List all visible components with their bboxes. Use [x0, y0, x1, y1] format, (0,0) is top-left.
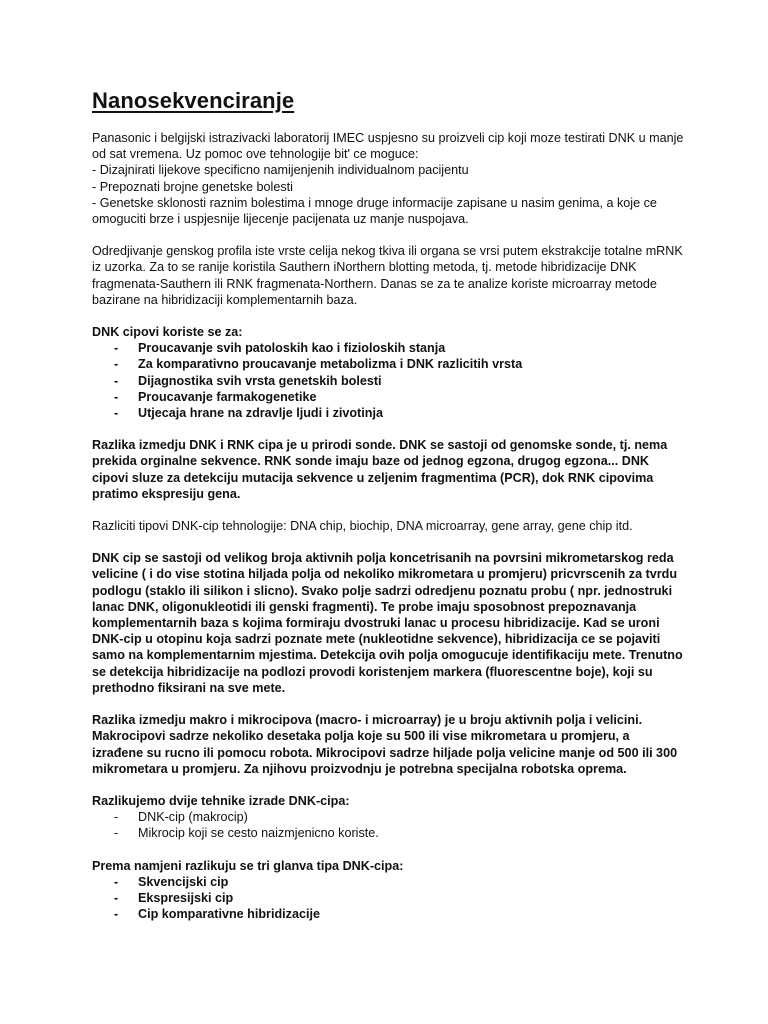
uses-heading: DNK cipovi koriste se za: [92, 325, 243, 340]
intro-line: Panasonic i belgijski istrazivacki laboratorij IMEC uspjesno su proizveli cip koji moze testirati DNK u manje od sat vremena. Uz pomoc ove tehnologije bit' ce moguce: [92, 131, 684, 162]
techniques-list [92, 809, 684, 841]
list-item: - Skvencijski cip [92, 874, 684, 890]
difference-paragraph: Razlika izmedju DNK i RNK cipa je u prirodi sonde. DNK se sastoji od genomske sonde, tj. nema prekida orginalne sekvence. RNK sonde imaju baze od jednog egzona, drugog egzona... DNK cipovi sluze za detekciju mutacija sekvence u zeljenim fragmentima (PCR), dok RNK cipovima pratimo ekspresiju gena. [92, 438, 668, 501]
intro-line: - Genetske sklonosti raznim bolestima i mnoge druge informacije zapisane u nasim genima, a koje ce omoguciti brze i uspjesnije lijecenje pacijenata uz manje nuspojava. [92, 195, 657, 227]
list-item: - Proucavanje farmakogenetike [92, 389, 684, 405]
list-item: - Dijagnostika svih vrsta genetskih bolesti [92, 373, 684, 389]
macro-micro-paragraph: Razlika izmedju makro i mikrocipova (macro- i microarray) je u broju aktivnih polja i velicini. Makrocipovi sadrze nekoliko desetaka polja koje su 500 ili vise mikrometara u promjeru, a izrađene su rucno ili pomocu robota. Mikrocipovi sadrze hiljade polja velicine manje od 500 ili 300 mikrometara u promjeru. Za njihovu proizvodnju je potrebna specijalna robotska oprema. [92, 713, 678, 776]
types-paragraph: Razliciti tipovi DNK-cip tehnologije: DNA chip, biochip, DNA microarray, gene array, gene chip itd. [92, 519, 633, 534]
profile-paragraph: Odredjivanje genskog profila iste vrste celija nekog tkiva ili organa se vrsi putem ekstrakcije totalne mRNK iz uzorka. Za to se ranije koristila Sauthern iNorthern blotting metoda, tj. metode hibridizacije DNK fragmenata-Sauthern ili RNK fragmenata-Northern. Danas se za te analize koriste microarray metode bazirane na hibridizaciji komplementarnih baza. [92, 244, 683, 307]
list-item: - Cip komparativne hibridizacije [92, 906, 684, 922]
list-item: - Za komparativno proucavanje metabolizma i DNK razlicitih vrsta [92, 356, 684, 372]
uses-list [92, 340, 684, 421]
list-item: - Utjecaja hrane na zdravlje ljudi i zivotinja [92, 405, 684, 421]
purpose-heading: Prema namjeni razlikuju se tri glanva tipa DNK-cipa: [92, 858, 404, 873]
intro-line: - Prepoznati brojne genetske bolesti [92, 179, 293, 194]
list-item: - Proucavanje svih patoloskih kao i fizioloskih stanja [92, 340, 684, 356]
techniques-heading: Razlikujemo dvije tehnike izrade DNK-cipa: [92, 793, 350, 808]
list-item: - DNK-cip (makrocip) [92, 809, 684, 825]
intro-paragraph [92, 130, 684, 227]
intro-line: - Dizajnirati lijekove specificno namijenjenih individualnom pacijentu [92, 163, 469, 178]
purpose-list [92, 874, 684, 923]
list-item: - Ekspresijski cip [92, 890, 684, 906]
document-title: Nanosekvenciranje [92, 88, 295, 113]
list-item: - Mikrocip koji se cesto naizmjenicno koriste. [92, 825, 684, 841]
structure-paragraph: DNK cip se sastoji od velikog broja aktivnih polja koncetrisanih na povrsini mikrometarskog reda velicine ( i do vise stotina hiljada polja od nekoliko mikrometara u promjeru) pricvrscenih za tvrdu podlogu (staklo ili silikon i slicno). Svako polje sadrzi odredjenu poznatu probu ( npr. jednostruki lanac DNK, oligonukleotidi ili genski fragmenti). Te probe imaju sposobnost prepoznavanja komplementarnih baza s kojima formiraju dvostruki lanac u procesu hibridizacije. Kad se uroni DNK-cip u otopinu koja sadrzi poznate mete (nukleotidne sekvence), hibridizacija ce se pojaviti samo na komplementarnim mjestima. Detekcija ovih polja omogucuje identifikaciju mete. Trenutno se detekcija hibridizacije na podlozi provodi koristenjem markera (fluorescentne boje), koji su prethodno fiksirani na sve mete. [92, 551, 683, 695]
